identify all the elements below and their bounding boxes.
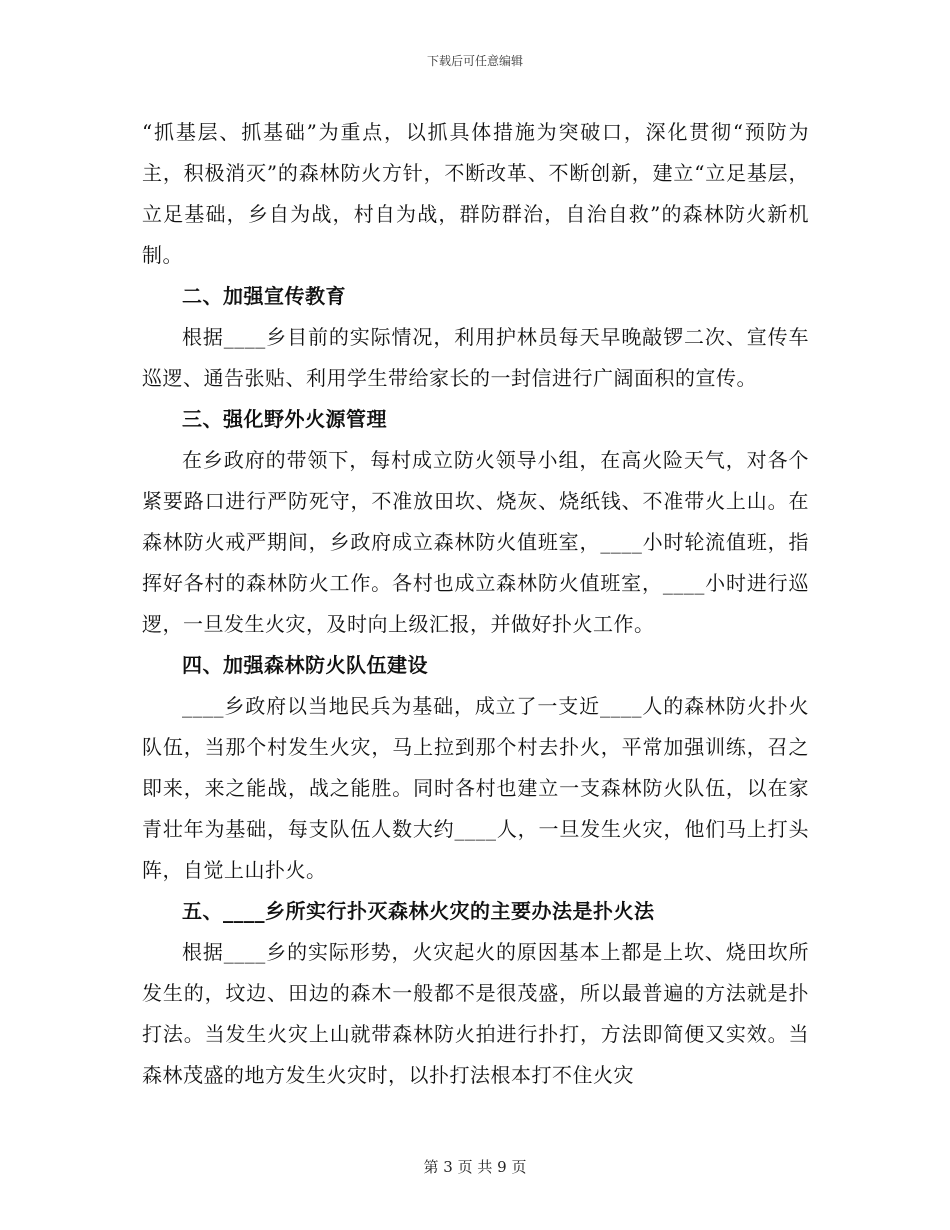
section-heading-5: 五、____乡所实行扑灭森林火灾的主要办法是扑火法 <box>182 899 655 923</box>
paragraph-team-building: ____乡政府以当地民兵为基础，成立了一支近____人的森林防火扑火队伍，当那个村发生火灾，马上拉到那个村去扑火，平常加强训练，召之即来，来之能战，战之能胜。同时各村也建立一支森林防火队伍，以在家青壮年为基础，每支队伍人数大约____人，一旦发生火灾，他们马上打头阵，自觉上山扑火。 <box>142 694 809 882</box>
page-number: 第 3 页 共 9 页 <box>423 1158 527 1176</box>
section-heading-3: 三、强化野外火源管理 <box>182 407 387 431</box>
section-heading-2: 二、加强宣传教育 <box>182 284 346 308</box>
paragraph-intro: “抓基层、抓基础”为重点，以抓具体措施为突破口，深化贯彻“预防为主，积极消灭”的森林防火方针，不断改革、不断创新，建立“立足基层，立足基础，乡自为战，村自为战，群防群治，自治自救”的森林防火新机制。 <box>142 120 809 267</box>
section-heading-4: 四、加强森林防火队伍建设 <box>182 653 428 677</box>
paragraph-fire-source: 在乡政府的带领下，每村成立防火领导小组，在高火险天气，对各个紧要路口进行严防死守，不准放田坎、烧灰、烧纸钱、不准带火上山。在森林防火戒严期间，乡政府成立森林防火值班室，____小时轮流值班，指挥好各村的森林防火工作。各村也成立森林防火值班室，____小时进行巡逻，一旦发生火灾，及时向上级汇报，并做好扑火工作。 <box>142 448 809 636</box>
document-body <box>142 112 809 1096</box>
paragraph-fire-method: 根据____乡的实际形势，火灾起火的原因基本上都是上坎、烧田坎所发生的，坟边、田边的森木一般都不是很茂盛，所以最普遍的方法就是扑打法。当发生火灾上山就带森林防火拍进行扑打，方法即简便又实效。当森林茂盛的地方发生火灾时，以扑打法根本打不住火灾 <box>142 940 809 1087</box>
paragraph-publicity: 根据____乡目前的实际情况，利用护林员每天早晚敲锣二次、宣传车巡逻、通告张贴、利用学生带给家长的一封信进行广阔面积的宣传。 <box>142 325 809 390</box>
page-header: 下载后可任意编辑 <box>426 54 523 68</box>
